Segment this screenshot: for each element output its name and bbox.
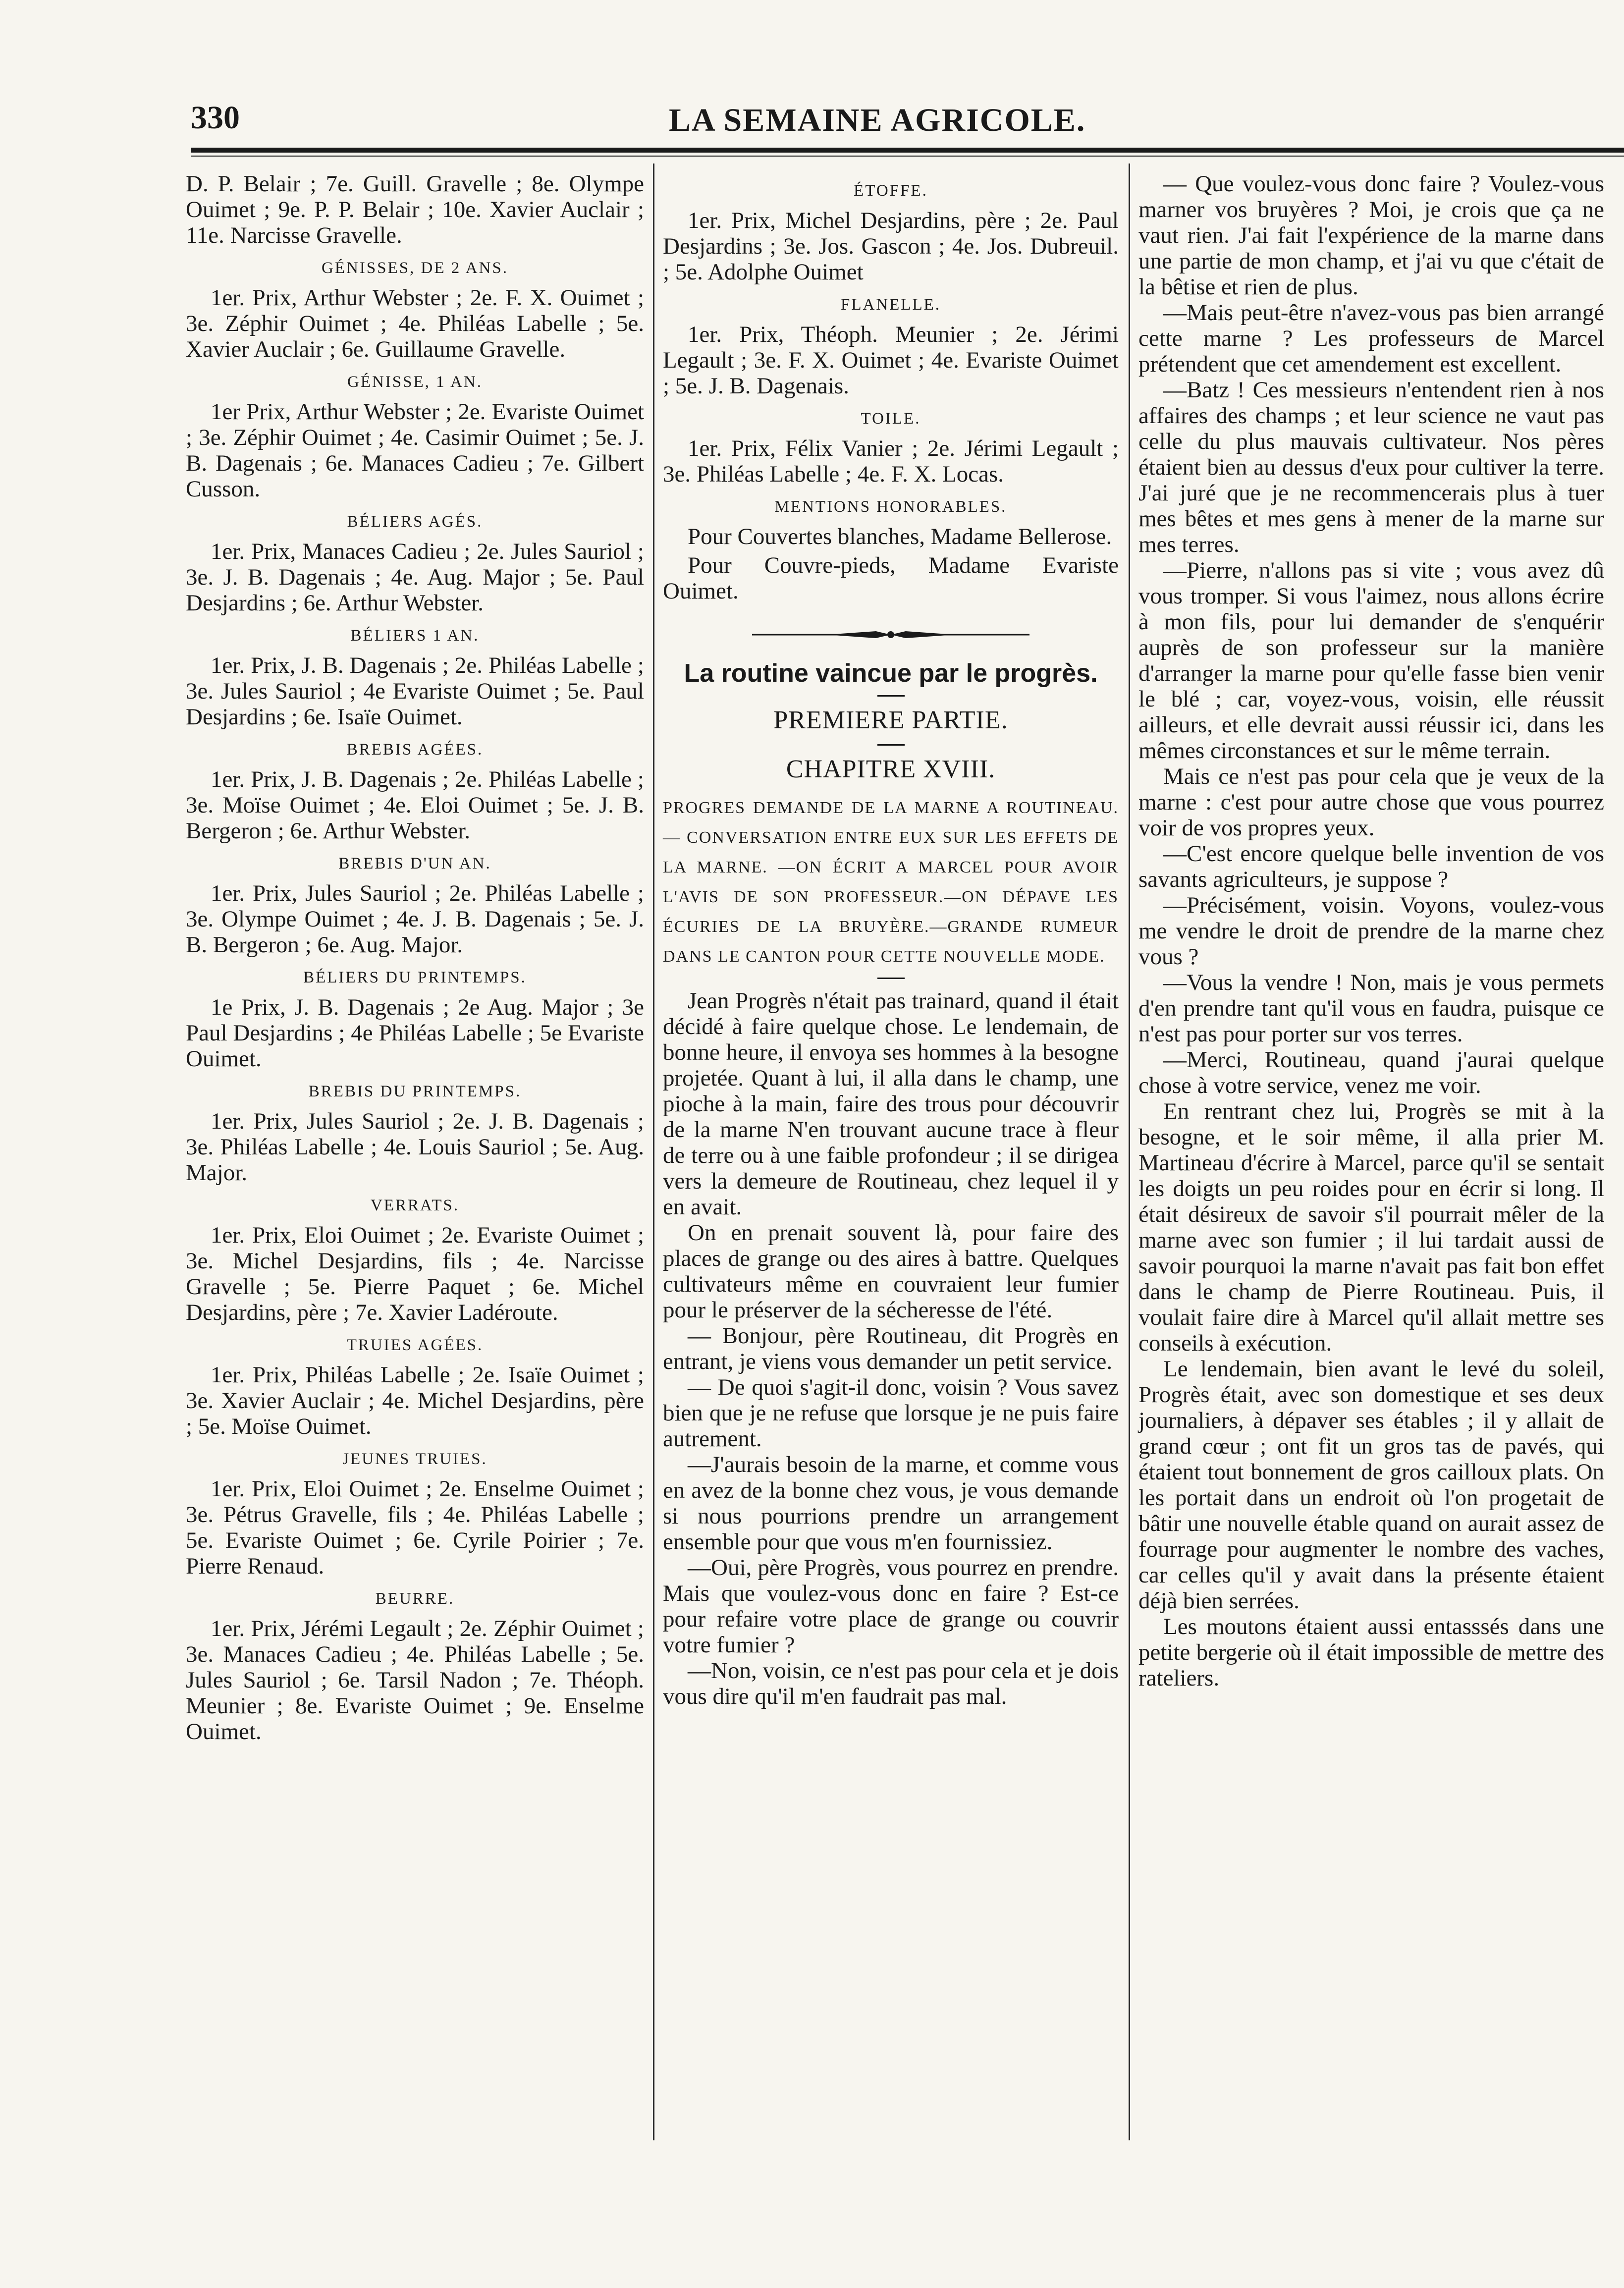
prize-lists-2 [663,178,1119,604]
story-paragraph: — Que voulez-vous donc faire ? Voulez-vous marner vos bruyères ? Moi, je crois que ça ne vaut rien. J'ai fait l'expérience de la marne dans une partie de mon champ, et j'ai vu que c'était de la bêtise et rien de plus. [1138,171,1604,300]
prize-entry: Pour Couvre-pieds, Madame Evariste Ouimet. [663,552,1119,604]
section-heading: TOILE. [861,410,921,428]
story-paragraph: Mais ce n'est pas pour cela que je veux de la marne : c'est pour autre chose que vous pourrez voir de vos propres yeux. [1138,763,1604,841]
summary-dash [877,978,905,979]
section-heading: BREBIS DU PRINTEMPS. [308,1083,522,1100]
prize-entry: 1er. Prix, J. B. Dagenais ; 2e. Philéas Labelle ; 3e. Moïse Ouimet ; 4e. Eloi Ouimet ; 5e. J. B. Bergeron ; 6e. Arthur Webster. [186,766,644,844]
story-paragraph: —Mais peut-être n'avez-vous pas bien arrangé cette marne ? Les professeurs de Marcel prétendent que cet amendement est excellent. [1138,300,1604,377]
column-divider-1 [653,163,654,2140]
section-heading: GÉNISSES, DE 2 ANS. [322,259,508,277]
section-heading: BREBIS D'UN AN. [338,855,491,872]
prize-entry: 1er. Prix, Arthur Webster ; 2e. F. X. Ouimet ; 3e. Zéphir Ouimet ; 4e. Philéas Labelle ; 5e. Xavier Auclair ; 6e. Guillaume Gravelle. [186,285,644,362]
part-dash [877,744,905,746]
prize-entry: 1er. Prix, Jules Sauriol ; 2e. J. B. Dagenais ; 3e. Philéas Labelle ; 4e. Louis Sauriol ; 5e. Aug. Major. [186,1108,644,1186]
story-paragraph: —Merci, Routineau, quand j'aurai quelque chose à votre service, venez me voir. [1138,1047,1604,1098]
column-prize-lists-1 [186,171,644,1747]
prize-entry: Pour Couvertes blanches, Madame Bellerose. [688,524,1112,549]
section-heading: BÉLIERS 1 AN. [350,627,480,645]
story-paragraph: — De quoi s'agit-il donc, voisin ? Vous savez bien que je ne refuse que lorsque je ne puis faire autrement. [663,1374,1119,1452]
column-divider-2 [1129,163,1130,2140]
story-paragraph: —Oui, père Progrès, vous pourrez en prendre. Mais que voulez-vous donc en faire ? Est-ce pour refaire votre place de grange ou couvrir votre fumier ? [663,1555,1119,1658]
section-heading: BEURRE. [375,1590,455,1608]
prize-entry: 1er. Prix, Théoph. Meunier ; 2e. Jérimi Legault ; 3e. F. X. Ouimet ; 4e. Evariste Ouimet ; 5e. J. B. Dagenais. [663,322,1119,399]
section-heading: TRUIES AGÉES. [346,1336,484,1354]
part-title: PREMIERE PARTIE. [773,706,1008,734]
story-text-col3 [1138,171,1604,1691]
prize-entry: 1er. Prix, Manaces Cadieu ; 2e. Jules Sauriol ; 3e. J. B. Dagenais ; 4e. Aug. Major ; 5e. Paul Desjardins ; 6e. Arthur Webster. [186,539,644,616]
story-paragraph: —J'aurais besoin de la marne, et comme vous en avez de la bonne chez vous, je vous demande si nous pourrions prendre un arrangement ensemble pour que vous m'en fournissiez. [663,1452,1119,1555]
story-paragraph: —C'est encore quelque belle invention de vos savants agriculteurs, je suppose ? [1138,841,1604,892]
story-paragraph: —Non, voisin, ce n'est pas pour cela et je dois vous dire qu'il m'en faudrait pas mal. [663,1658,1119,1709]
running-head-title: LA SEMAINE AGRICOLE. [669,102,1086,138]
story-paragraph: Le lendemain, bien avant le levé du soleil, Progrès était, avec son domestique et ses deux journaliers, à dépaver ses étables ; il y allait de grand cœur ; ont fit un gros tas de pavés, qui étaient tout bonnement de gros cailloux plats. On les portait dans un endroit où l'on progetait de bâtir une nouvelle étable quand on aurait assez de fourrage pour augmenter le nombre des vaches, car celles qu'il y avait dans la présente étaient déjà bien serrées. [1138,1356,1604,1614]
title-dash [877,695,905,697]
prize-entry: D. P. Belair ; 7e. Guill. Gravelle ; 8e. Olympe Ouimet ; 9e. P. P. Belair ; 10e. Xavier Auclair ; 11e. Narcisse Gravelle. [186,171,644,248]
prize-entry: 1er. Prix, Eloi Ouimet ; 2e. Evariste Ouimet ; 3e. Michel Desjardins, fils ; 4e. Narcisse Gravelle ; 5e. Pierre Paquet ; 6e. Michel Desjardins, père ; 7e. Xavier Ladéroute. [186,1222,644,1325]
prize-entry: 1er. Prix, Michel Desjardins, père ; 2e. Paul Desjardins ; 3e. Jos. Gascon ; 4e. Jos. Dubreuil. ; 5e. Adolphe Ouimet [663,208,1119,285]
page-number: 330 [191,100,240,136]
section-heading: BREBIS AGÉES. [346,741,484,759]
section-heading: MENTIONS HONORABLES. [774,498,1007,516]
story-paragraph: —Précisément, voisin. Voyons, voulez-vous me vendre le droit de prendre de la marne chez vous ? [1138,892,1604,970]
header-rule-thin [191,156,1624,157]
story-paragraph: On en prenait souvent là, pour faire des places de grange ou des aires à battre. Quelques cultivateurs même en couvraient leur fumier pour le préserver de la sécheresse de l'été. [663,1220,1119,1323]
chapter-title: CHAPITRE XVIII. [786,755,996,783]
story-paragraph: Les moutons étaient aussi entasssés dans une petite bergerie où il était impossible de mettre des rateliers. [1138,1614,1604,1691]
prize-entry: 1e Prix, J. B. Dagenais ; 2e Aug. Major ; 3e Paul Desjardins ; 4e Philéas Labelle ; 5e Evariste Ouimet. [186,994,644,1072]
story-paragraph: En rentrant chez lui, Progrès se mit à la besogne, et le soir même, il alla prier M. Martineau d'écrire à Marcel, parce qu'il se sentait les doigts un peu roides pour en écrir si long. Il était désireux de savoir s'il pourrait mêler de la marne avec son fumier ; il lui tardait aussi de savoir pourquoi la marne n'avait pas fait bon effet dans le champ de Pierre Routineau. Puis, il voulait faire dire à Marcel qu'il allait mettre ses conseils à exécution. [1138,1098,1604,1356]
story-paragraph: Jean Progrès n'était pas trainard, quand il était décidé à faire quelque chose. Le lendemain, de bonne heure, il envoya ses hommes à la besogne projetée. Quant à lui, il alla dans le champ, une pioche à la main, faire des trous pour découvrir de la marne N'en trouvant aucune trace à fleur de terre ou à une faible profondeur ; il se dirigea vers la demeure de Routineau, chez lequel il y en avait. [663,988,1119,1220]
ornamental-rule-icon [752,629,1029,641]
chapter-summary: PROGRES DEMANDE DE LA MARNE A ROUTINEAU.— CONVERSATION ENTRE EUX SUR LES EFFETS DE LA MARNE. —ON ÉCRIT A MARCEL POUR AVOIR L'AVIS DE SON PROFESSEUR.—ON DÉPAVE LES ÉCURIES DE LA BRUYÈRE.—GRANDE RUMEUR DANS LE CANTON POUR CETTE NOUVELLE MODE. [663,799,1119,966]
story-paragraph: — Bonjour, père Routineau, dit Progrès en entrant, je viens vous demander un petit service. [663,1323,1119,1374]
section-heading: FLANELLE. [840,296,941,314]
section-heading: GÉNISSE, 1 AN. [347,373,483,391]
prize-entry: 1er. Prix, Eloi Ouimet ; 2e. Enselme Ouimet ; 3e. Pétrus Gravelle, fils ; 4e. Philéas Labelle ; 5e. Evariste Ouimet ; 6e. Cyrile Poirier ; 7e. Pierre Renaud. [186,1476,644,1579]
prize-entry: 1er. Prix, Philéas Labelle ; 2e. Isaïe Ouimet ; 3e. Xavier Auclair ; 4e. Michel Desjardins, père ; 5e. Moïse Ouimet. [186,1362,644,1439]
story-paragraph: —Pierre, n'allons pas si vite ; vous avez dû vous tromper. Si vous l'aimez, nous allons écrire à mon fils, pour lui demander de s'enquérir auprès de son professeur sur la manière d'arranger la marne pour qu'elle fasse bien venir le blé ; car, voyez-vous, voisin, elle réussit ailleurs, et elle devrait aussi réussir ici, dans les mêmes circonstances et sur le même terrain. [1138,557,1604,763]
story-title: La routine vaincue par le progrès. [684,659,1098,688]
header-rule-thick [191,148,1624,153]
prize-entry: 1er Prix, Arthur Webster ; 2e. Evariste Ouimet ; 3e. Zéphir Ouimet ; 4e. Casimir Ouimet ; 5e. J. B. Dagenais ; 6e. Manaces Cadieu ; 7e. Gilbert Cusson. [186,399,644,502]
prize-entry: 1er. Prix, Jules Sauriol ; 2e. Philéas Labelle ; 3e. Olympe Ouimet ; 4e. J. B. Dagenais ; 5e. J. B. Bergeron ; 6e. Aug. Major. [186,880,644,958]
section-heading: BÉLIERS AGÉS. [347,513,483,531]
prize-entry: 1er. Prix, Félix Vanier ; 2e. Jérimi Legault ; 3e. Philéas Labelle ; 4e. F. X. Locas. [663,436,1119,487]
story-paragraph: —Vous la vendre ! Non, mais je vous permets d'en prendre tant qu'il vous en faudra, puisque ce n'est pas pour porter sur vos terres. [1138,970,1604,1047]
story-paragraph: —Batz ! Ces messieurs n'entendent rien à nos affaires des champs ; et leur science ne vaut pas celle du plus mauvais cultivateur. Nos pères étaient bien au dessus d'eux pour cultiver la terre. J'ai juré que je ne recommencerais plus à tuer mes bêtes et mes gens à mener de la marne sur mes terres. [1138,377,1604,557]
section-heading: BÉLIERS DU PRINTEMPS. [303,969,527,986]
story-text-col2 [663,988,1119,1709]
column-2 [663,171,1119,1709]
prize-entry: 1er. Prix, Jérémi Legault ; 2e. Zéphir Ouimet ; 3e. Manaces Cadieu ; 4e. Philéas Labelle ; 5e. Jules Sauriol ; 6e. Tarsil Nadon ; 7e. Théoph. Meunier ; 8e. Evariste Ouimet ; 9e. Enselme Ouimet. [186,1616,644,1744]
section-heading: JEUNES TRUIES. [342,1450,487,1468]
section-heading: ÉTOFFE. [854,182,928,200]
prize-entry: 1er. Prix, J. B. Dagenais ; 2e. Philéas Labelle ; 3e. Jules Sauriol ; 4e Evariste Ouimet ; 5e. Paul Desjardins ; 6e. Isaïe Ouimet. [186,653,644,730]
section-heading: VERRATS. [371,1197,459,1214]
